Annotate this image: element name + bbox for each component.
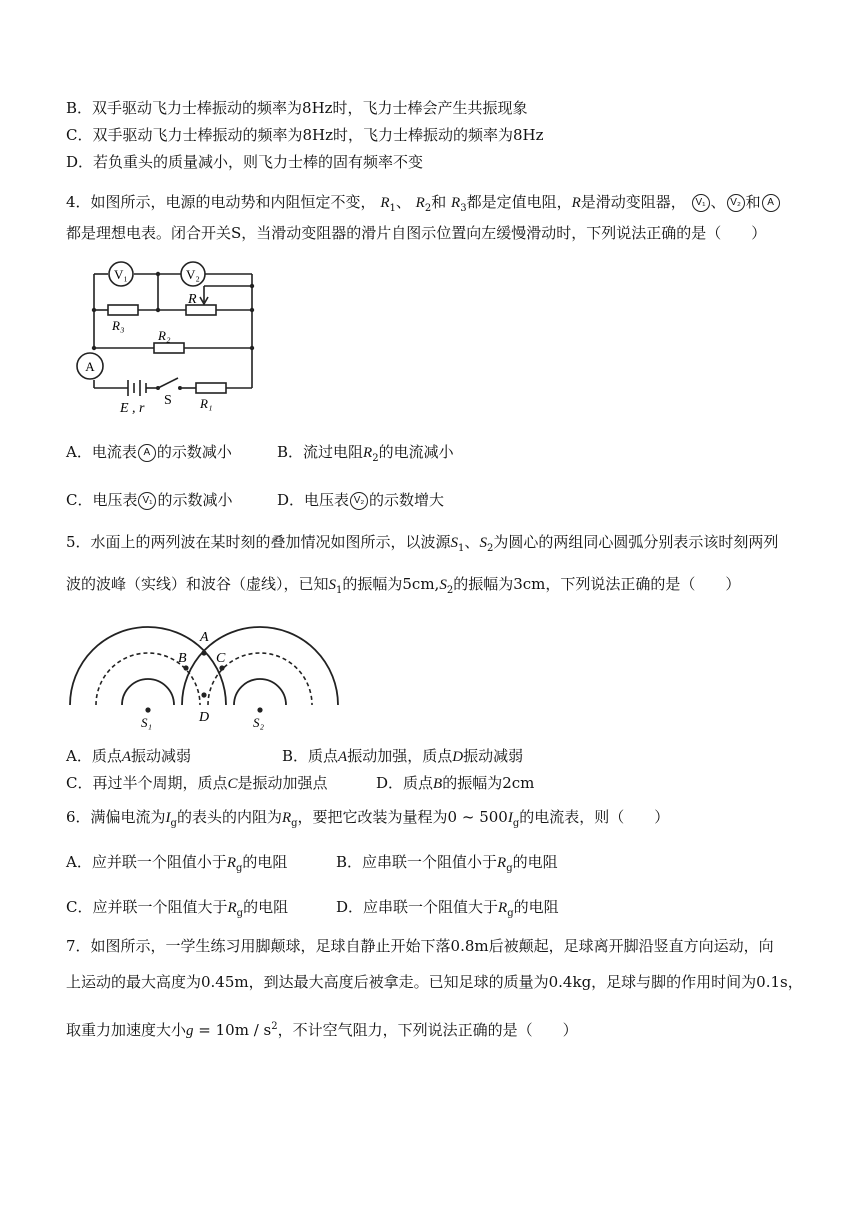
- wave-source-s1-label: S₁: [141, 715, 153, 730]
- ammeter-icon: A: [762, 194, 780, 212]
- circuit-r1-label: R₁: [200, 396, 213, 411]
- q3-option-b: B．双手驱动飞力士棒振动的频率为8Hz时，飞力士棒会产生共振现象: [66, 99, 528, 117]
- q5-option-d: D．质点B的振幅为2cm: [376, 774, 535, 792]
- q3-option-c: C．双手驱动飞力士棒振动的频率为8Hz时，飞力士棒振动的频率为8Hz: [66, 126, 544, 144]
- circuit-er-label: E , r: [120, 401, 145, 416]
- q5-stem-line2: 波的波峰（实线）和波谷（虚线），已知$S_1$的振幅为$5cm,S_2$的振幅为3cm，下列说法正确的是（ ）: [66, 575, 741, 596]
- circuit-v2-label: V₂: [186, 267, 200, 282]
- circuit-r2-label: R₂: [158, 328, 171, 343]
- circuit-v1-label: V₁: [114, 267, 128, 282]
- q4-stem-line1: 4．如图所示，电源的电动势和内阻恒定不变， $R_1$、 $R_2$和 $R_3$都是定值电阻，R是滑动变阻器， V₁ 、 V₂ 和 A: [66, 191, 781, 220]
- q4-option-a: A．电流表 A 的示数减小: [66, 443, 232, 461]
- q4-circuit-diagram: [74, 260, 264, 418]
- circuit-r-label: R: [188, 292, 197, 307]
- q5-wave-diagram: [66, 625, 341, 730]
- q7-stem-line1: 7．如图所示，一学生练习用脚颠球，足球自静止开始下落0.8m后被颠起，足球离开脚沿竖直方向运动，向: [66, 937, 774, 955]
- q7-stem-line2: 上运动的最大高度为0.45m，到达最大高度后被拿走。已知足球的质量为0.4kg，足球与脚的作用时间为0.1s，: [66, 973, 803, 991]
- q6-option-a: A．应并联一个阻值小于$R_g$的电阻: [66, 853, 288, 874]
- q5-option-c: C．再过半个周期，质点C是振动加强点: [66, 774, 328, 792]
- ammeter-icon: A: [138, 444, 156, 462]
- q5-stem-line1: 5．水面上的两列波在某时刻的叠加情况如图所示，以波源$S_1$、$S_2$为圆心的两组同心圆弧分别表示该时刻两列: [66, 533, 779, 554]
- wave-point-a-label: A: [200, 630, 209, 645]
- voltmeter-v1-icon: V₁: [138, 492, 156, 510]
- q6-option-b: B．应串联一个阻值小于$R_g$的电阻: [336, 853, 558, 874]
- q6-option-d: D．应串联一个阻值大于$R_g$的电阻: [336, 898, 559, 919]
- wave-point-c-label: C: [216, 651, 226, 666]
- q5-option-a: A．质点A振动减弱: [66, 747, 192, 765]
- q3-option-d: D．若负重头的质量减小，则飞力士棒的固有频率不变: [66, 153, 424, 171]
- q6-stem: 6．满偏电流为$I_g$的表头的内阻为$R_g$，要把它改装为量程为0 ~ $500I_g$的电流表，则（ ）: [66, 808, 670, 829]
- q4-stem-line2: 都是理想电表。闭合开关S，当滑动变阻器的滑片自图示位置向左缓慢滑动时，下列说法正确的是（ ）: [66, 224, 767, 242]
- q7-stem-line3: 取重力加速度大小$g = 10m / s^2$，不计空气阻力，下列说法正确的是（ ）: [66, 1021, 578, 1039]
- q4-option-c: C．电压表 V₁ 的示数减小: [66, 491, 233, 509]
- circuit-r3-label: R₃: [112, 318, 125, 333]
- q5-option-b: B．质点A振动加强，质点D振动减弱: [282, 747, 524, 765]
- voltmeter-v1-icon: V₁: [692, 194, 710, 212]
- wave-source-s2-label: S₂: [253, 715, 265, 730]
- wave-point-d-label: D: [199, 710, 210, 725]
- voltmeter-v2-icon: V₂: [350, 492, 368, 510]
- q4-option-b: B．流过电阻$R_2$的电流减小: [277, 443, 454, 464]
- voltmeter-v2-icon: V₂: [727, 194, 745, 212]
- circuit-a-label: A: [85, 359, 95, 374]
- q6-option-c: C．应并联一个阻值大于$R_g$的电阻: [66, 898, 289, 919]
- wave-point-b-label: B: [178, 651, 187, 666]
- q4-option-d: D．电压表 V₂ 的示数增大: [277, 491, 445, 509]
- circuit-s-label: S: [164, 393, 172, 408]
